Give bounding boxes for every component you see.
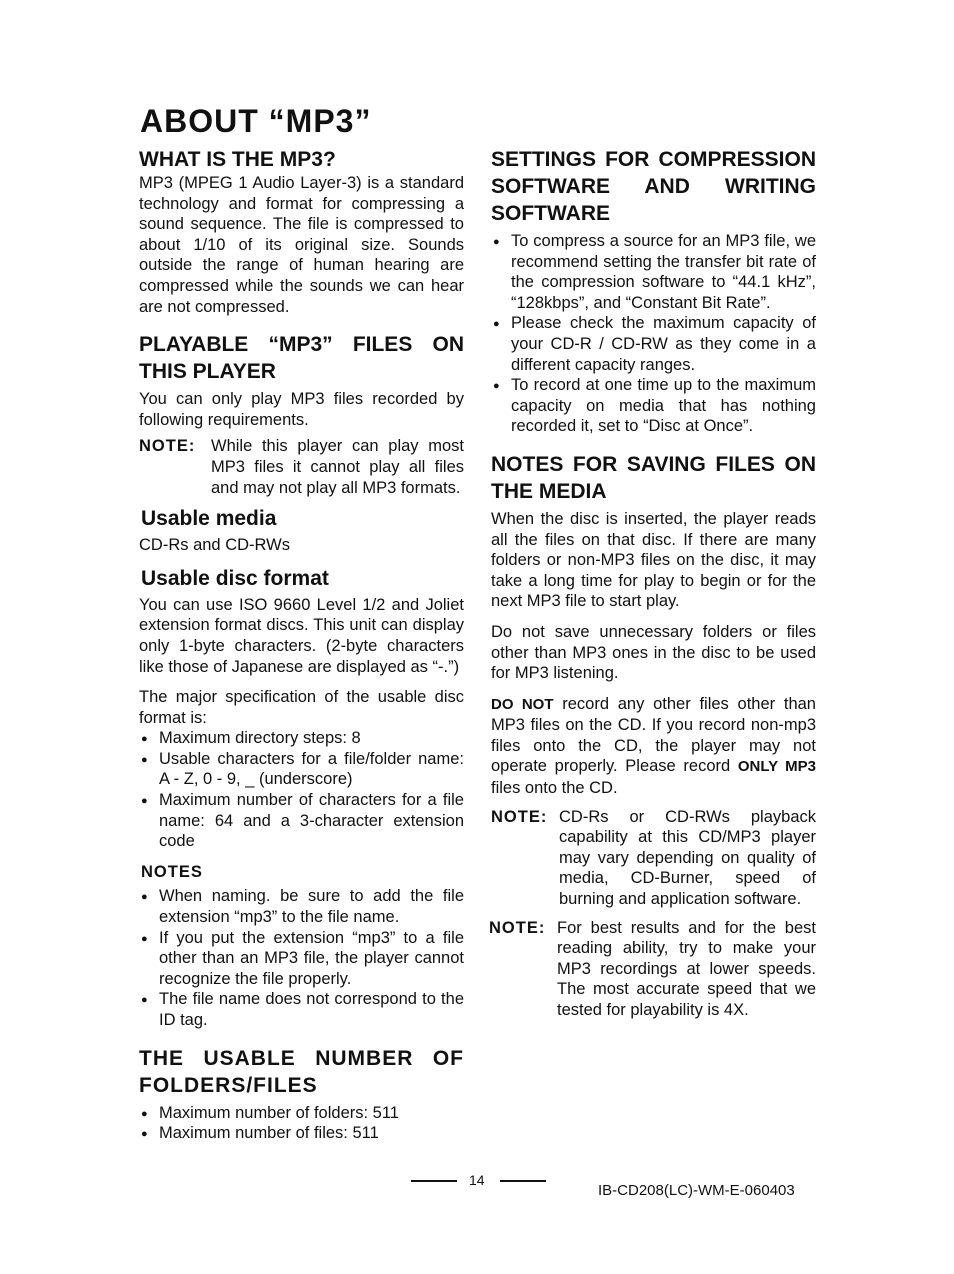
note-label: NOTE:	[489, 918, 546, 937]
list-item: ● Usable characters for a file/folder name: A - Z, 0 - 9, _ (underscore)	[139, 749, 464, 790]
playable-files-text: You can only play MP3 files recorded by following requirements.	[139, 390, 464, 429]
do-not-emphasis: DO NOT	[491, 695, 554, 713]
list-item: ● Maximum number of folders: 511	[139, 1103, 464, 1124]
right-column	[491, 146, 816, 1021]
playable-files-heading: PLAYABLE “MP3” FILES ON THIS PLAYER	[139, 333, 464, 384]
usable-media-text: CD-Rs and CD-RWs	[139, 536, 290, 555]
note-text: For best results and for the best reading ability, try to make your MP3 recordings at lower speeds. The most accurate speed that we tested for playability is 4X.	[557, 918, 816, 1019]
spec-intro: The major specification of the usable disc format is:	[139, 688, 464, 727]
usable-disc-format-text: You can use ISO 9660 Level 1/2 and Joliet extension format discs. This unit can display only 1-byte characters. (2-byte characters like those of Japanese are displayed as “-.”)	[139, 595, 464, 676]
saving-files-p3	[491, 694, 816, 799]
only-mp3-emphasis: ONLY MP3	[737, 758, 816, 776]
list-item: ● Please check the maximum capacity of your CD-R / CD-RW as they come in a different capacity ranges.	[491, 313, 816, 375]
notes-list	[139, 886, 464, 1030]
usable-media-heading: Usable media	[141, 507, 277, 531]
document-code: IB-CD208(LC)-WM-E-060403	[598, 1182, 795, 1199]
saving-files-heading: NOTES FOR SAVING FILES ON THE MEDIA	[491, 452, 816, 503]
list-item: ● Maximum number of files: 511	[139, 1123, 464, 1144]
cd-playback-note	[491, 807, 816, 910]
page-number: 14	[469, 1172, 485, 1188]
list-item: ● If you put the extension “mp3” to a file other than an MP3 file, the player cannot recognize the file properly.	[139, 928, 464, 990]
recording-speed-note	[489, 918, 816, 1021]
playable-note	[139, 436, 464, 498]
settings-heading: SETTINGS FOR COMPRESSION SOFTWARE AND WRITING SOFTWARE	[491, 148, 816, 225]
list-item: ● To compress a source for an MP3 file, we recommend setting the transfer bit rate of the compression software to “44.1 kHz”, “128kbps”, and “Constant Bit Rate”.	[491, 231, 816, 313]
list-item: ● Maximum directory steps: 8	[139, 728, 464, 749]
note-label: NOTE:	[139, 437, 196, 456]
spec-list	[139, 728, 464, 852]
note-label: NOTE:	[491, 807, 548, 826]
list-item: ● Maximum number of characters for a file name: 64 and a 3-character extension code	[139, 790, 464, 852]
what-is-mp3-heading: WHAT IS THE MP3?	[139, 148, 336, 171]
usable-number-list	[139, 1103, 464, 1144]
left-column	[139, 146, 464, 1144]
note-text: While this player can play most MP3 files it cannot play all files and may not play all MP3 formats.	[211, 437, 464, 497]
note-text: CD-Rs or CD-RWs playback capability at this CD/MP3 player may vary depending on quality of media, CD-Burner, speed of burning and application software.	[559, 807, 816, 909]
saving-files-p3-tail: files onto the CD.	[491, 779, 618, 798]
page-title: ABOUT “MP3”	[140, 103, 372, 139]
list-item: ● To record at one time up to the maximum capacity on media that has nothing recorded it, set to “Disc at Once”.	[491, 375, 816, 437]
settings-list	[491, 231, 816, 437]
what-is-mp3-text: MP3 (MPEG 1 Audio Layer-3) is a standard technology and format for compressing a sound sequence. The file is compressed to about 1/10 of its original size. Sounds outside the range of human hearing are compressed while the sounds we can hear are not compressed.	[139, 174, 464, 316]
usable-disc-format-heading: Usable disc format	[141, 566, 329, 590]
footer-rule-right	[500, 1180, 546, 1182]
notes-heading: NOTES	[141, 862, 203, 881]
list-item: ● When naming. be sure to add the file extension “mp3” to the file name.	[139, 886, 464, 927]
saving-files-p2: Do not save unnecessary folders or files other than MP3 ones in the disc to be used for MP3 listening.	[491, 622, 816, 683]
list-item: ● The file name does not correspond to the ID tag.	[139, 989, 464, 1030]
saving-files-p3-mid: record any other files other than MP3 files on the CD. If you record non-mp3 files onto the CD, the player may not operate properly. Please record	[491, 694, 816, 776]
usable-number-heading: THE USABLE NUMBER OF FOLDERS/FILES	[139, 1046, 464, 1097]
footer-rule-left	[411, 1180, 457, 1182]
saving-files-p1: When the disc is inserted, the player reads all the files on that disc. If there are many folders or non-MP3 files on the disc, it may take a long time for play to begin or for the next MP3 file to start play.	[491, 509, 816, 611]
